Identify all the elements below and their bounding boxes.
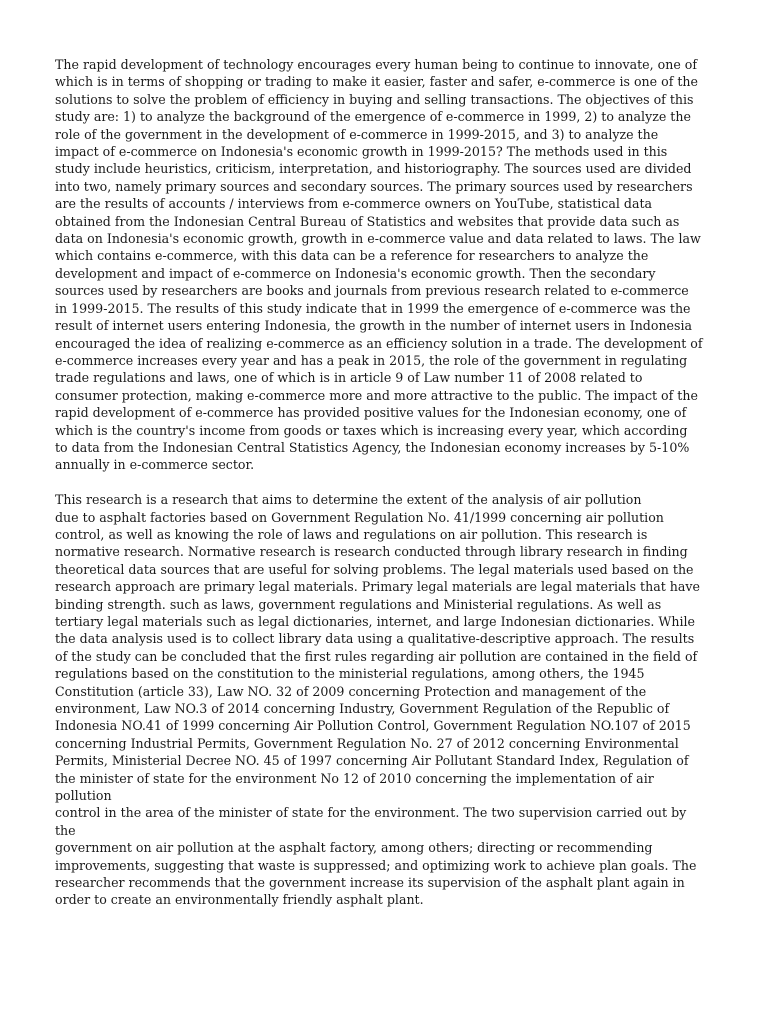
text-line: study include heuristics, criticism, interpretation, and historiography. The sources used are divided xyxy=(55,161,692,177)
text-line: normative research. Normative research is research conducted through library research in finding xyxy=(55,544,688,560)
text-line: role of the government in the development of e-commerce in 1999-2015, and 3) to analyze the xyxy=(55,126,659,142)
text-line: are the results of accounts / interviews from e-commerce owners on YouTube, statistical data xyxy=(55,196,653,212)
text-line: to data from the Indonesian Central Statistics Agency, the Indonesian economy increases by 5-10% xyxy=(55,439,690,455)
text-line: Permits, Ministerial Decree NO. 45 of 1997 concerning Air Pollutant Standard Index, Regulation of xyxy=(55,753,689,769)
text-line: Indonesia NO.41 of 1999 concerning Air Pollution Control, Government Regulation NO.107 of 2015 xyxy=(55,718,691,734)
text-line: encouraged the idea of realizing e-commerce as an efficiency solution in a trade. The development of xyxy=(55,335,703,351)
text-line: trade regulations and laws, one of which is in article 9 of Law number 11 of 2008 related to xyxy=(55,370,643,386)
text-line: research approach are primary legal materials. Primary legal materials are legal materials that have xyxy=(55,579,700,595)
text-line: consumer protection, making e-commerce more and more attractive to the public. The impact of the xyxy=(55,387,698,403)
text-line: data on Indonesia's economic growth, growth in e-commerce value and data related to laws. The law xyxy=(55,231,701,247)
text-line: tertiary legal materials such as legal dictionaries, internet, and large Indonesian dictionaries. While xyxy=(55,613,695,629)
text-line: which is the country's income from goods or taxes which is increasing every year, which according xyxy=(55,422,688,438)
text-line: order to create an environmentally friendly asphalt plant. xyxy=(55,892,424,908)
text-line: in 1999-2015. The results of this study indicate that in 1999 the emergence of e-commerce was the xyxy=(55,300,691,316)
text-line: the data analysis used is to collect library data using a qualitative-descriptive approach. The results xyxy=(55,631,695,647)
abstract-air-pollution-paragraph xyxy=(55,491,715,909)
text-line: solutions to solve the problem of efficiency in buying and selling transactions. The objectives of this xyxy=(55,91,694,107)
text-line: the minister of state for the environment No 12 of 2010 concerning the implementation of air xyxy=(55,770,654,786)
text-line: This research is a research that aims to determine the extent of the analysis of air pollution xyxy=(55,492,642,508)
text-line: obtained from the Indonesian Central Bureau of Statistics and websites that provide data such as xyxy=(55,213,680,229)
text-line: of the study can be concluded that the first rules regarding air pollution are contained in the field of xyxy=(55,648,698,664)
text-line: development and impact of e-commerce on Indonesia's economic growth. Then the secondary xyxy=(55,265,656,281)
text-line: which is in terms of shopping or trading to make it easier, faster and safer, e-commerce is one of the xyxy=(55,74,698,90)
text-line: researcher recommends that the government increase its supervision of the asphalt plant again in xyxy=(55,875,685,891)
text-line: regulations based on the constitution to the ministerial regulations, among others, the 1945 xyxy=(55,666,645,682)
abstract-ecommerce-paragraph xyxy=(55,56,715,474)
text-line: result of internet users entering Indonesia, the growth in the number of internet users in Indonesia xyxy=(55,318,693,334)
text-line: The rapid development of technology encourages every human being to continue to innovate, one of xyxy=(55,57,698,72)
text-line: into two, namely primary sources and secondary sources. The primary sources used by researchers xyxy=(55,178,693,194)
text-line: rapid development of e-commerce has provided positive values for the Indonesian economy, one of xyxy=(55,405,687,421)
text-line: concerning Industrial Permits, Government Regulation No. 27 of 2012 concerning Environmental xyxy=(55,735,679,751)
text-line: pollution xyxy=(55,788,112,804)
text-line: annually in e-commerce sector. xyxy=(55,457,255,473)
document-page xyxy=(55,56,715,909)
text-line: improvements, suggesting that waste is suppressed; and optimizing work to achieve plan goals. The xyxy=(55,857,697,873)
text-line: government on air pollution at the asphalt factory, among others; directing or recommending xyxy=(55,840,653,856)
text-line: control, as well as knowing the role of laws and regulations on air pollution. This research is xyxy=(55,526,648,542)
text-line: the xyxy=(55,822,76,838)
text-line: environment, Law NO.3 of 2014 concerning Industry, Government Regulation of the Republic of xyxy=(55,701,670,717)
text-line: control in the area of the minister of state for the environment. The two supervision carried out by xyxy=(55,805,687,821)
text-line: binding strength. such as laws, government regulations and Ministerial regulations. As well as xyxy=(55,596,662,612)
text-line: impact of e-commerce on Indonesia's economic growth in 1999-2015? The methods used in this xyxy=(55,144,668,160)
text-line: theoretical data sources that are useful for solving problems. The legal materials used based on the xyxy=(55,561,694,577)
text-line: study are: 1) to analyze the background of the emergence of e-commerce in 1999, 2) to analyze the xyxy=(55,109,691,125)
text-line: sources used by researchers are books and journals from previous research related to e-commerce xyxy=(55,283,689,299)
text-line: which contains e-commerce, with this data can be a reference for researchers to analyze the xyxy=(55,248,649,264)
text-line: Constitution (article 33), Law NO. 32 of 2009 concerning Protection and management of the xyxy=(55,683,647,699)
text-line: e-commerce increases every year and has a peak in 2015, the role of the government in regulating xyxy=(55,352,688,368)
text-line: due to asphalt factories based on Government Regulation No. 41/1999 concerning air pollution xyxy=(55,509,664,525)
